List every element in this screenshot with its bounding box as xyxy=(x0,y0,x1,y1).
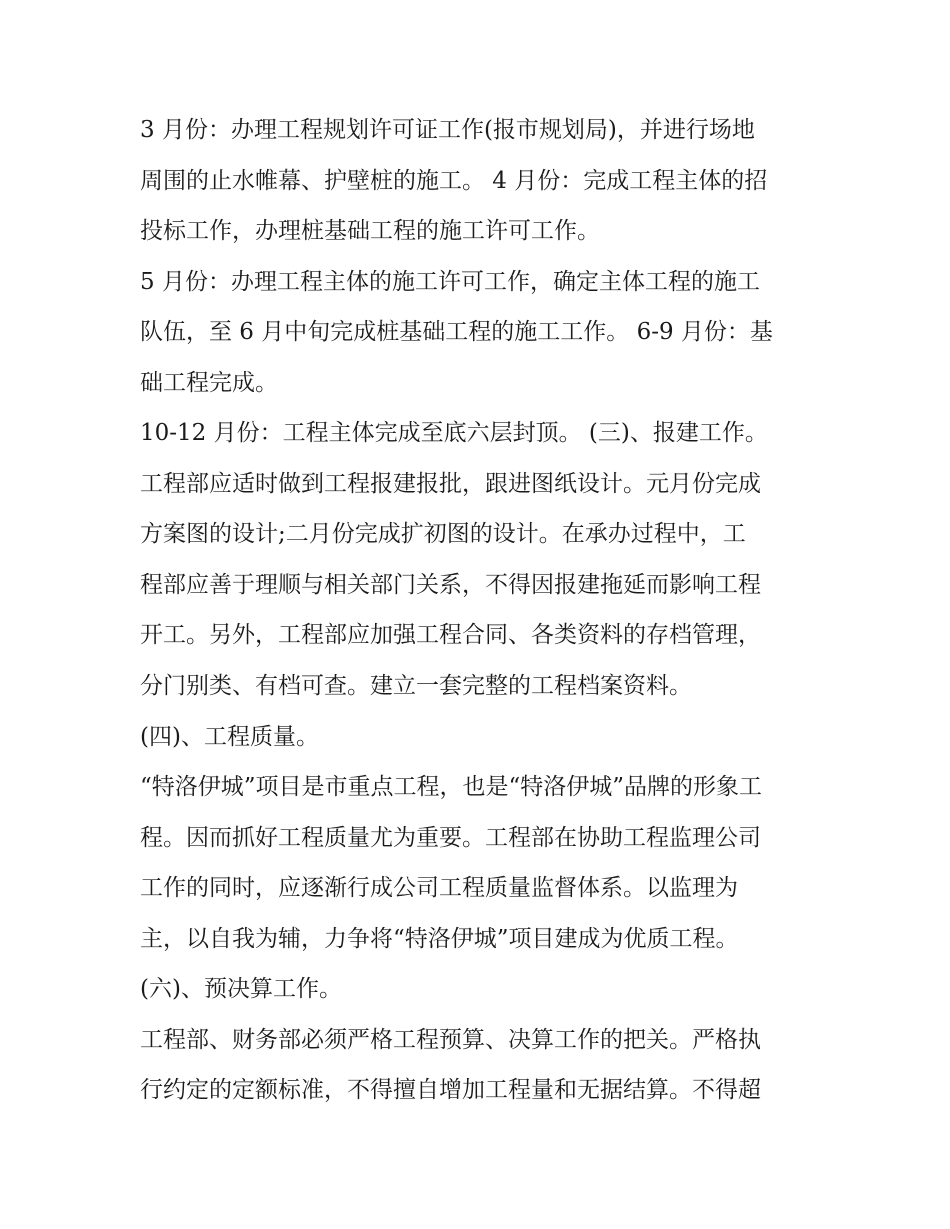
text-line: 分门别类、有档可查。建立一套完整的工程档案资料。 xyxy=(140,673,692,699)
text-line: 程。因而抓好工程质量尤为重要。工程部在协助工程监理公司 xyxy=(140,825,761,851)
text-line: 础工程完成。 xyxy=(140,370,278,396)
text-line: 投标工作，办理桩基础工程的施工许可工作。 xyxy=(140,218,600,244)
text-line: 方案图的设计;二月份完成扩初图的设计。在承办过程中，工 xyxy=(140,521,746,547)
text-line: 周围的止水帷幕、护壁桩的施工。 4 月份：完成工程主体的招 xyxy=(140,168,768,194)
text-line: 5 月份：办理工程主体的施工许可工作，确定主体工程的施工 xyxy=(140,269,760,295)
text-line: 行约定的定额标准，不得擅自增加工程量和无据结算。不得超 xyxy=(140,1077,761,1103)
text-line: 10-12 月份：工程主体完成至底六层封顶。 (三)、报建工作。 xyxy=(140,420,768,446)
text-line: 工程部、财务部必须严格工程预算、决算工作的把关。严格执 xyxy=(140,1027,761,1053)
text-line: 开工。另外，工程部应加强工程合同、各类资料的存档管理， xyxy=(140,622,761,648)
section-heading: (四)、工程质量。 xyxy=(140,724,319,750)
text-line: 程部应善于理顺与相关部门关系，不得因报建拖延而影响工程 xyxy=(140,572,761,598)
text-line: “特洛伊城”项目是市重点工程，也是“特洛伊城”品牌的形象工 xyxy=(140,774,763,800)
text-line: 队伍，至 6 月中旬完成桩基础工程的施工工作。 6-9 月份：基 xyxy=(140,319,773,345)
text-line: 3 月份：办理工程规划许可证工作(报市规划局)，并进行场地 xyxy=(140,117,755,143)
text-line: 工程部应适时做到工程报建报批，跟进图纸设计。元月份完成 xyxy=(140,471,761,497)
section-heading: (六)、预决算工作。 xyxy=(140,976,342,1002)
text-line: 工作的同时，应逐渐行成公司工程质量监督体系。以监理为 xyxy=(140,875,738,901)
text-line: 主，以自我为辅，力争将“特洛伊城”项目建成为优质工程。 xyxy=(140,926,739,952)
